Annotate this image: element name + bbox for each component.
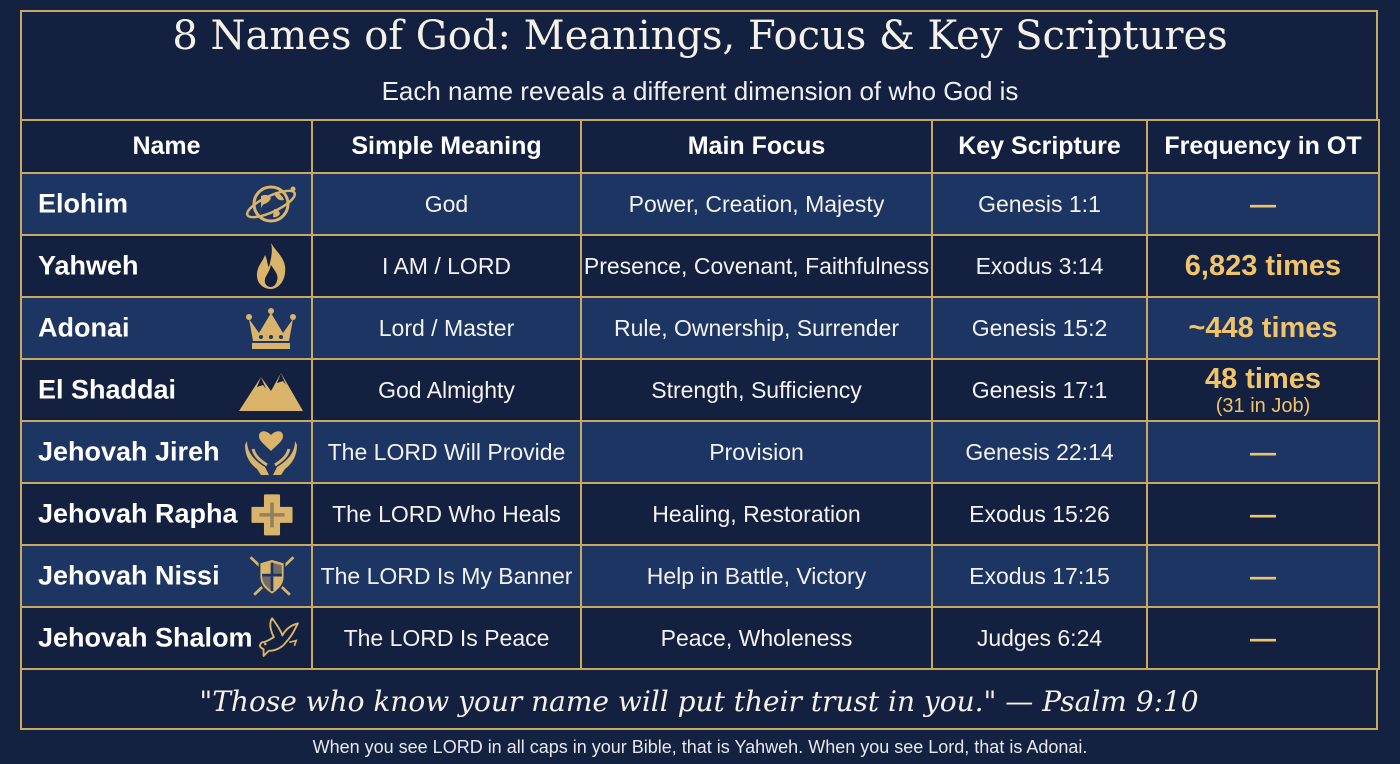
page-subtitle: Each name reveals a different dimension of who God is <box>381 76 1019 106</box>
meaning-cell: The LORD Will Provide <box>312 421 581 483</box>
meaning-cell: God <box>312 173 581 235</box>
table-row <box>21 173 1379 235</box>
focus-cell: Presence, Covenant, Faithfulness <box>581 235 932 297</box>
frequency-cell <box>1147 421 1379 483</box>
name-text: Yahweh <box>38 250 139 281</box>
table-row <box>21 483 1379 545</box>
frequency-value: — <box>1250 622 1276 653</box>
shield-icon <box>247 551 297 601</box>
page-title: 8 Names of God: Meanings, Focus & Key Scriptures <box>172 13 1228 59</box>
column-header-focus: Main Focus <box>581 120 932 173</box>
name-cell <box>21 483 312 545</box>
name-text: Jehovah Nissi <box>38 560 220 591</box>
scripture-cell: Genesis 1:1 <box>932 173 1147 235</box>
focus-cell: Rule, Ownership, Surrender <box>581 297 932 359</box>
scripture-cell: Genesis 15:2 <box>932 297 1147 359</box>
frequency-value: — <box>1250 498 1276 529</box>
meaning-cell: Lord / Master <box>312 297 581 359</box>
crown-icon <box>243 303 299 353</box>
name-text: Adonai <box>38 312 130 343</box>
scripture-cell: Genesis 22:14 <box>932 421 1147 483</box>
meaning-cell: I AM / LORD <box>312 235 581 297</box>
column-header-meaning: Simple Meaning <box>312 120 581 173</box>
focus-cell: Help in Battle, Victory <box>581 545 932 607</box>
scripture-cell: Exodus 15:26 <box>932 483 1147 545</box>
scripture-quote: "Those who know your name will put their trust in you." — Psalm 9:10 <box>199 684 1199 718</box>
table-row <box>21 235 1379 297</box>
column-header-scripture: Key Scripture <box>932 120 1147 173</box>
frequency-value: — <box>1250 188 1276 219</box>
mountain-icon <box>237 365 305 415</box>
meaning-cell: God Almighty <box>312 359 581 421</box>
focus-cell: Strength, Sufficiency <box>581 359 932 421</box>
name-text: Jehovah Shalom <box>38 622 253 653</box>
column-header-name: Name <box>21 120 312 173</box>
dove-icon <box>255 613 303 663</box>
meaning-cell: The LORD Is My Banner <box>312 545 581 607</box>
table-row <box>21 297 1379 359</box>
frequency-value: 6,823 times <box>1184 249 1342 282</box>
name-cell <box>21 297 312 359</box>
meaning-cell: The LORD Who Heals <box>312 483 581 545</box>
column-header-frequency: Frequency in OT <box>1147 120 1379 173</box>
name-cell <box>21 607 312 669</box>
table-row <box>21 421 1379 483</box>
frequency-cell <box>1147 173 1379 235</box>
frequency-cell <box>1147 235 1379 297</box>
table-row <box>21 359 1379 421</box>
names-table <box>20 119 1380 670</box>
frequency-cell <box>1147 607 1379 669</box>
frequency-cell <box>1147 545 1379 607</box>
focus-cell: Peace, Wholeness <box>581 607 932 669</box>
footnote: When you see LORD in all caps in your Bible, that is Yahweh. When you see Lord, that is Adonai. <box>312 737 1088 757</box>
table-row <box>21 545 1379 607</box>
frequency-cell <box>1147 483 1379 545</box>
frequency-cell <box>1147 359 1379 421</box>
cross-icon <box>247 489 297 539</box>
scripture-cell: Genesis 17:1 <box>932 359 1147 421</box>
frequency-value: — <box>1250 436 1276 467</box>
name-cell <box>21 235 312 297</box>
focus-cell: Power, Creation, Majesty <box>581 173 932 235</box>
table-row <box>21 607 1379 669</box>
name-text: Jehovah Rapha <box>38 498 238 529</box>
flame-icon <box>243 241 299 291</box>
frequency-value: 48 times <box>1204 362 1322 395</box>
name-text: Elohim <box>38 188 129 219</box>
globe-icon <box>243 179 299 229</box>
name-cell <box>21 359 312 421</box>
name-text: El Shaddai <box>38 374 177 405</box>
name-text: Jehovah Jireh <box>38 436 220 467</box>
hands-heart-icon <box>243 427 299 477</box>
frequency-cell <box>1147 297 1379 359</box>
frequency-value: ~448 times <box>1188 311 1338 344</box>
focus-cell: Healing, Restoration <box>581 483 932 545</box>
scripture-cell: Exodus 17:15 <box>932 545 1147 607</box>
name-cell <box>21 173 312 235</box>
meaning-cell: The LORD Is Peace <box>312 607 581 669</box>
table-header-row <box>21 120 1379 173</box>
frequency-value: — <box>1250 560 1276 591</box>
scripture-cell: Judges 6:24 <box>932 607 1147 669</box>
name-cell <box>21 545 312 607</box>
focus-cell: Provision <box>581 421 932 483</box>
name-cell <box>21 421 312 483</box>
frequency-note: (31 in Job) <box>1215 394 1311 417</box>
scripture-cell: Exodus 3:14 <box>932 235 1147 297</box>
